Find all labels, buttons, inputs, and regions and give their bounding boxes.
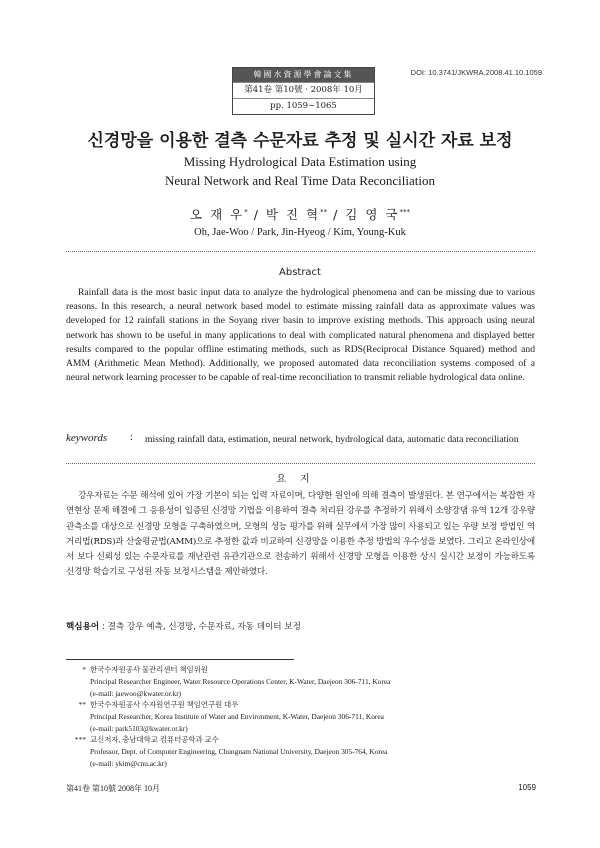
author-3-name: 김 영 국	[345, 207, 400, 222]
footnote-affiliation-en: Professor, Dept. of Computer Engineering, Chungnam National University, Daejeon 305-764, Korea	[90, 746, 388, 756]
korean-keywords-label: 핵심용어	[66, 622, 100, 632]
footnote-mark: *	[82, 665, 86, 674]
footnote-mark: ***	[74, 735, 86, 744]
author-separator: /	[327, 207, 346, 222]
divider-mid	[66, 463, 535, 464]
divider-top	[66, 251, 535, 252]
author-3-mark: ***	[399, 207, 410, 216]
footnote-affiliation-en: Principal Researcher, Korea Institute of Water and Environment, K-Water, Daejeon 306-711, Korea	[90, 711, 384, 721]
authors-korean	[0, 205, 600, 223]
footnote-affiliation-ko: 교신저자, 충남대학교 컴퓨터공학과 교수	[90, 735, 219, 744]
korean-keywords	[66, 620, 301, 632]
footnote-email: (e-mail: jaewoo@kwater.or.kr)	[90, 688, 182, 698]
keywords-colon: :	[130, 432, 133, 443]
title-korean: 신경망을 이용한 결측 수문자료 추정 및 실시간 자료 보정	[87, 131, 513, 151]
keywords-label: keywords	[66, 432, 108, 444]
journal-pages: pp. 1059∼1065	[233, 98, 374, 114]
keywords-text: missing rainfall data, estimation, neural network, hydrological data, automatic data reconciliation	[145, 434, 519, 445]
authors-english: Oh, Jae-Woo / Park, Jin-Hyeog / Kim, Young-Kuk	[194, 227, 406, 238]
summary-body: 강우자료는 수문 해석에 있어 가장 기본이 되는 입력 자료이며, 다양한 원인에 의해 결측이 발생된다. 본 연구에서는 복잡한 자연현상 문제 해결에 그 응용성이 입증된 신경망 기법을 이용하여 결측 처리된 강우를 추정하기 위해서 소양강댐 유역 12개 강우량 관측소를 대상으로 신경망 모형을 구축하였으며, 모형의 성능 평가를 위해 실무에서 가장 많이 사용되고 있는 우량 보정 방법인 역거리법(RDS)과 산술평균법(AMM)으로 추정한 값과 비교하여 신경망을 이용한 추정 방법의 우수성을 보였다. 그리고 온라인상에서 보다 신뢰성 있는 수문자료를 재난관련 유관기관으로 전송하기 위해서 신경망 모형을 이용한 상시 실시간 보정이 가능하도록 신경망 학습기로 구성된 자동 보정시스템을 제안하였다.	[66, 491, 535, 578]
footnote-affiliation-ko: 한국수자원공사 수자원연구원 책임연구원 대우	[90, 700, 239, 709]
doi: DOI: 10.3741/JKWRA.2008.41.10.1059	[410, 68, 542, 77]
author-2-name: 박 진 혁	[265, 207, 321, 222]
page-number: 1059	[518, 783, 536, 792]
title-english-line2: Neural Network and Real Time Data Reconciliation	[164, 173, 436, 188]
footer-issue: 第41卷 第10號 2008年 10月	[66, 784, 160, 793]
author-separator: /	[247, 207, 266, 222]
footnote-2	[66, 699, 536, 734]
footnote-mark: **	[78, 700, 86, 709]
footnote-email: (e-mail: park5103@kwater.or.kr)	[90, 723, 188, 733]
footnote-rule	[66, 659, 294, 660]
author-1-name: 오 재 우	[190, 207, 245, 222]
summary-heading: 요지	[276, 474, 324, 485]
journal-info-box	[232, 67, 375, 115]
author-1-mark: *	[244, 207, 248, 216]
footnote-affiliation-ko: 한국수자원공사 물관리센터 책임위원	[90, 665, 208, 674]
journal-name: 韓國水資源學會論文集	[233, 68, 374, 82]
footnote-email: (e-mail: ykim@cnu.ac.kr)	[90, 758, 167, 768]
title-english-line1: Missing Hydrological Data Estimation using	[183, 154, 417, 169]
footnote-affiliation-en: Principal Researcher Engineer, Water Resource Operations Center, K-Water, Daejeon 306-711, Korea	[90, 676, 391, 686]
korean-keywords-text: : 결측 강우 예측, 신경망, 수문자료, 자동 데이터 보정	[101, 622, 301, 632]
footnote-3	[66, 734, 536, 769]
author-2-mark: **	[320, 207, 328, 216]
abstract-body: Rainfall data is the most basic input data to analyze the hydrological phenomena and can be missing due to various reasons. In this research, a neural network based model to estimate missing rainfall data as approximate values was developed for 12 rainfall stations in the Soyang river basin to improve existing methods. This approach using neural network has shown to be useful in many applications to deal with complicated natural phenomena and displayed better results compared to the popular offline estimating methods, such as RDS(Reciprocal Distance Squared) method and AMM (Arithmetic Mean Method). Additionally, we proposed automated data reconciliation systems composed of a neural network learning processer to be capable of real-time reconciliation to transmit reliable hydrological data online.	[66, 287, 535, 384]
journal-volume: 第41卷 第10號 · 2008年 10月	[233, 82, 374, 98]
footnote-1	[66, 664, 536, 699]
abstract-heading: Abstract	[279, 267, 321, 278]
